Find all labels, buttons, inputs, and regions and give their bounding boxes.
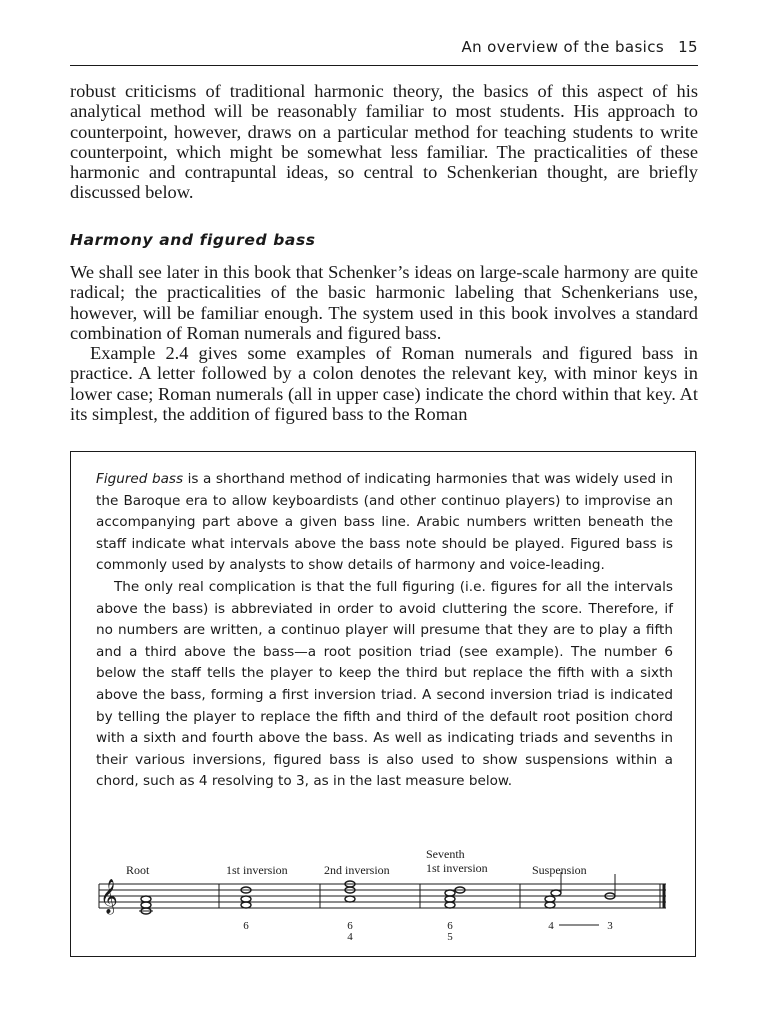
figure-first-inversion: 6 (243, 920, 249, 932)
figure-suspension-from: 4 (548, 920, 554, 932)
label-seventh-inversion: 1st inversion (426, 861, 488, 875)
running-head (70, 38, 698, 56)
figure-seventh-bottom: 5 (447, 931, 453, 943)
figure-suspension-to: 3 (607, 920, 613, 932)
music-example (94, 844, 674, 954)
harmony-paragraph-1: We shall see later in this book that Schenker’s ideas on large-scale harmony are quite radical; the practicalities of the basic harmonic labeling that Schenkerians use, however, will be familiar enough. The system used in this book involves a standard combination of Roman numerals and figured bass. (70, 262, 698, 343)
sidebar-paragraph-1 (96, 469, 673, 577)
intro-paragraph-block (70, 81, 698, 203)
figured-bass-sidebar (70, 451, 696, 957)
label-first-inversion: 1st inversion (226, 863, 288, 877)
label-seventh: Seventh (426, 847, 465, 861)
sidebar-paragraph-1-text: is a shorthand method of indicating harmonies that was widely used in the Baroque era to allow keyboardists (and other continuo players) to improvise an accompanying part above a given bass line. Arabic numbers written beneath the staff indicate what intervals above the bass note should be played. Figured bass is commonly used by analysts to show details of harmony and voice-leading. (96, 471, 673, 574)
sidebar-paragraph-2: The only real complication is that the full figuring (i.e. figures for all the intervals above the bass) is abbreviated in order to avoid cluttering the score. Therefore, if no numbers are written, a continuo player will presume that they are to play a fifth and a third above the bass—a root position triad (see example). The number 6 below the staff tells the player to keep the third but replace the fifth with a sixth above the bass, forming a first inversion triad. A second inversion triad is indicated by telling the player to replace the fifth and third of the default root position chord with a sixth and fourth above the bass. As well as indicating triads and sevenths in their various inversions, figured bass is also used to show suspensions within a chord, such as 4 resolving to 3, as in the last measure below. (96, 578, 673, 790)
sidebar-text (96, 469, 673, 793)
label-second-inversion: 2nd inversion (324, 863, 390, 877)
figure-second-inversion-bottom: 4 (347, 931, 353, 943)
running-title: An overview of the basics (461, 38, 665, 56)
page-number: 15 (678, 38, 698, 56)
intro-paragraph: robust criticisms of traditional harmonic theory, the basics of this aspect of his analytical method will be reasonably familiar to most students. His approach to counterpoint, however, draws on a particular method for teaching students to write counterpoint, which might be somewhat less familiar. The practicalities of these harmonic and contrapuntal ideas, so central to Schenkerian thought, are briefly discussed below. (70, 81, 698, 203)
figure-second-inversion-top: 6 (347, 920, 353, 932)
label-root: Root (126, 863, 150, 877)
music-example-svg (94, 844, 674, 954)
header-rule (70, 65, 698, 66)
section-heading: Harmony and figured bass (70, 231, 316, 249)
harmony-paragraph-2: Example 2.4 gives some examples of Roman numerals and figured bass in practice. A letter followed by a colon denotes the relevant key, with minor keys in lower case; Roman numerals (all in upper case) indicate the chord within that key. At its simplest, the addition of figured bass to the Roman (70, 343, 698, 425)
label-suspension: Suspension (532, 863, 587, 877)
staff (99, 884, 666, 908)
treble-clef-icon: 𝄞 (100, 879, 118, 914)
harmony-section (70, 262, 698, 424)
sidebar-term: Figured bass (96, 471, 184, 487)
chord-root (139, 896, 153, 914)
figure-seventh-top: 6 (447, 920, 453, 932)
